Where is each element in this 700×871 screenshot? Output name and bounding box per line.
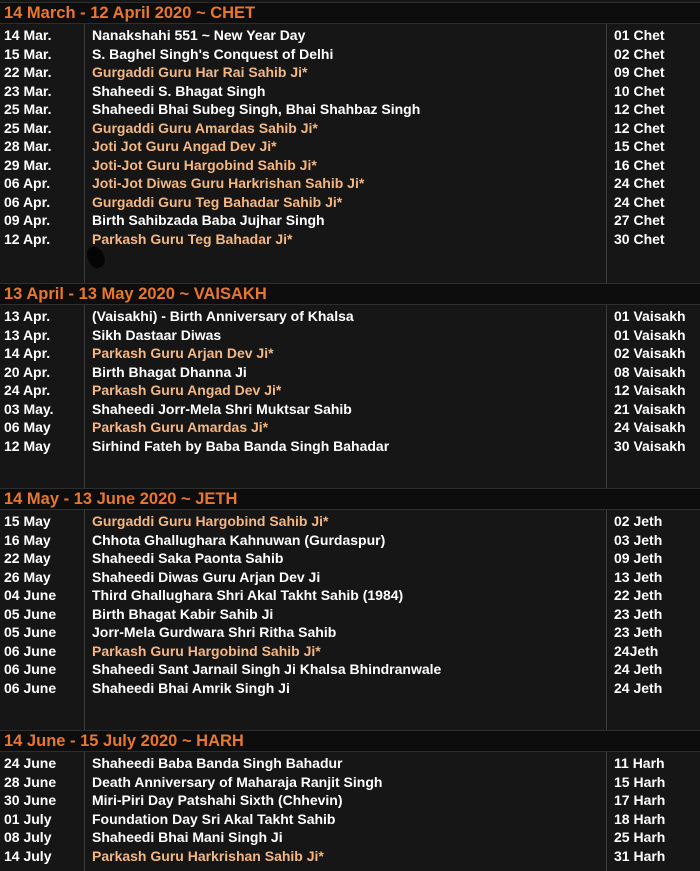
- nanakshahi-date: 27 Chet: [614, 212, 665, 228]
- event-name: Shaheedi Diwas Guru Arjan Dev Ji: [92, 568, 321, 585]
- month-title: 14 June - 15 July 2020 ~ HARH: [4, 732, 244, 750]
- table-row: [0, 193, 700, 212]
- gregorian-date: 08 July: [4, 829, 52, 845]
- event-name: Shaheedi Bhai Amrik Singh Ji: [92, 679, 290, 696]
- table-row: [0, 828, 700, 847]
- event-name: Miri-Piri Day Patshahi Sixth (Chhevin): [92, 792, 343, 808]
- gregorian-date: 12 May: [4, 437, 51, 454]
- table-row: [0, 810, 700, 829]
- event-name: Gurgaddi Guru Teg Bahadar Sahib Ji*: [92, 193, 343, 210]
- table-row: [0, 418, 700, 437]
- nanakshahi-date: 01 Vaisakh: [614, 308, 686, 324]
- gregorian-date: 06 Apr.: [4, 175, 51, 191]
- month-header: [0, 2, 700, 24]
- gregorian-date: 20 Apr.: [4, 363, 51, 380]
- gregorian-date: 12 Apr.: [4, 230, 51, 247]
- table-row: [0, 791, 700, 810]
- table-row: [0, 307, 700, 326]
- gregorian-date: 26 May: [4, 568, 51, 585]
- nanakshahi-date: 16 Chet: [614, 156, 665, 173]
- month-title: 14 May - 13 June 2020 ~ JETH: [4, 490, 238, 508]
- table-row: [0, 400, 700, 419]
- table-row: [0, 437, 700, 456]
- nanakshahi-date: 24 Chet: [614, 193, 665, 210]
- table-row: [0, 363, 700, 382]
- gregorian-date: 15 May: [4, 513, 51, 529]
- month-header: [0, 283, 700, 305]
- event-name: Chhota Ghallughara Kahnuwan (Gurdaspur): [92, 531, 386, 548]
- gregorian-date: 06 Apr.: [4, 193, 51, 210]
- nanakshahi-date: 01 Vaisakh: [614, 326, 686, 343]
- event-name: Shaheedi S. Bhagat Singh: [92, 82, 266, 99]
- month-section: [0, 283, 700, 488]
- nanakshahi-date: 12 Chet: [614, 119, 665, 136]
- gregorian-date: 05 June: [4, 624, 57, 640]
- gregorian-date: 06 May: [4, 419, 51, 435]
- gregorian-date: 09 Apr.: [4, 212, 51, 228]
- gregorian-date: 28 Mar.: [4, 138, 52, 154]
- gregorian-date: 22 Mar.: [4, 64, 52, 80]
- table-row: [0, 156, 700, 175]
- nanakshahi-date: 21 Vaisakh: [614, 400, 686, 417]
- gregorian-date: 25 Mar.: [4, 119, 52, 136]
- gregorian-date: 06 June: [4, 679, 57, 696]
- gregorian-date: 13 Apr.: [4, 308, 51, 324]
- gregorian-date: 22 May: [4, 550, 51, 566]
- gregorian-date: 15 Mar.: [4, 45, 52, 62]
- nanakshahi-date: 02 Chet: [614, 45, 665, 62]
- gregorian-date: 16 May: [4, 531, 51, 548]
- event-name: Shaheedi Bhai Subeg Singh, Bhai Shahbaz Singh: [92, 101, 421, 117]
- event-name: Birth Sahibzada Baba Jujhar Singh: [92, 212, 325, 228]
- table-row: [0, 381, 700, 400]
- event-name: Shaheedi Bhai Mani Singh Ji: [92, 829, 283, 845]
- month-section: [0, 2, 700, 283]
- nanakshahi-date: 23 Jeth: [614, 605, 663, 622]
- table-row: [0, 344, 700, 363]
- event-name: Joti Jot Guru Angad Dev Ji*: [92, 138, 277, 154]
- event-name: Gurgaddi Guru Hargobind Sahib Ji*: [92, 513, 329, 529]
- event-name: Gurgaddi Guru Amardas Sahib Ji*: [92, 119, 318, 136]
- nanakshahi-date: 08 Vaisakh: [614, 363, 686, 380]
- table-row: [0, 623, 700, 642]
- gregorian-date: 03 May.: [4, 400, 54, 417]
- event-name: (Vaisakhi) - Birth Anniversary of Khalsa: [92, 308, 354, 324]
- event-name: Parkash Guru Harkrishan Sahib Ji*: [92, 847, 324, 864]
- table-row: [0, 174, 700, 193]
- nanakshahi-date: 09 Jeth: [614, 550, 663, 566]
- nanakshahi-date: 12 Vaisakh: [614, 382, 686, 398]
- nanakshahi-date: 02 Jeth: [614, 513, 663, 529]
- month-section: [0, 488, 700, 730]
- gregorian-date: 06 June: [4, 661, 57, 677]
- table-row: [0, 586, 700, 605]
- event-name: Nanakshahi 551 ~ New Year Day: [92, 27, 306, 43]
- nanakshahi-date: 11 Harh: [614, 755, 665, 771]
- gregorian-date: 23 Mar.: [4, 82, 52, 99]
- event-name: Sirhind Fateh by Baba Banda Singh Bahadar: [92, 437, 390, 454]
- table-row: [0, 568, 700, 587]
- event-name: Foundation Day Sri Akal Takht Sahib: [92, 810, 336, 827]
- table-row: [0, 26, 700, 45]
- nanakshahi-date: 24 Jeth: [614, 661, 663, 677]
- event-name: Parkash Guru Arjan Dev Ji*: [92, 345, 274, 361]
- month-header: [0, 488, 700, 510]
- nanakshahi-date: 24 Vaisakh: [614, 419, 686, 435]
- nanakshahi-date: 10 Chet: [614, 82, 665, 99]
- event-name: Third Ghallughara Shri Akal Takht Sahib (1984): [92, 587, 404, 603]
- nanakshahi-date: 30 Chet: [614, 230, 665, 247]
- nanakshahi-date: 15 Harh: [614, 773, 666, 790]
- nanakshahi-date: 24 Jeth: [614, 679, 663, 696]
- nanakshahi-date: 23 Jeth: [614, 624, 663, 640]
- nanakshahi-date: 13 Jeth: [614, 568, 663, 585]
- nanakshahi-date: 17 Harh: [614, 792, 666, 808]
- event-name: Birth Bhagat Dhanna Ji: [92, 363, 247, 380]
- event-name: Sikh Dastaar Diwas: [92, 326, 222, 343]
- event-name: Parkash Guru Amardas Ji*: [92, 419, 269, 435]
- nanakshahi-date: 01 Chet: [614, 27, 665, 43]
- gregorian-date: 24 June: [4, 755, 57, 771]
- table-row: [0, 119, 700, 138]
- nanakshahi-date: 25 Harh: [614, 829, 666, 845]
- gregorian-date: 05 June: [4, 605, 57, 622]
- table-row: [0, 211, 700, 230]
- nanakshahi-date: 24 Chet: [614, 175, 665, 191]
- nanakshahi-date: 15 Chet: [614, 138, 665, 154]
- nanakshahi-date: 02 Vaisakh: [614, 345, 686, 361]
- table-row: [0, 100, 700, 119]
- table-row: [0, 642, 700, 661]
- nanakshahi-date: 12 Chet: [614, 101, 665, 117]
- gregorian-date: 14 Apr.: [4, 345, 51, 361]
- event-name: Death Anniversary of Maharaja Ranjit Singh: [92, 773, 383, 790]
- gregorian-date: 30 June: [4, 792, 57, 808]
- table-row: [0, 605, 700, 624]
- table-row: [0, 230, 700, 249]
- gregorian-date: 29 Mar.: [4, 156, 52, 173]
- gregorian-date: 14 July: [4, 847, 52, 864]
- table-row: [0, 773, 700, 792]
- nanakshahi-date: 22 Jeth: [614, 587, 663, 603]
- event-name: Joti-Jot Diwas Guru Harkrishan Sahib Ji*: [92, 175, 365, 191]
- nanakshahi-date: 24Jeth: [614, 642, 659, 659]
- nanakshahi-date: 18 Harh: [614, 810, 666, 827]
- table-row: [0, 660, 700, 679]
- gregorian-date: 28 June: [4, 773, 57, 790]
- nanakshahi-date: 03 Jeth: [614, 531, 663, 548]
- nanakshahi-date: 09 Chet: [614, 64, 665, 80]
- month-header: [0, 730, 700, 752]
- event-name: Shaheedi Saka Paonta Sahib: [92, 550, 284, 566]
- event-name: Gurgaddi Guru Har Rai Sahib Ji*: [92, 64, 308, 80]
- nanakshahi-date: 31 Harh: [614, 847, 666, 864]
- gregorian-date: 24 Apr.: [4, 382, 51, 398]
- table-row: [0, 531, 700, 550]
- gregorian-date: 04 June: [4, 587, 57, 603]
- table-row: [0, 137, 700, 156]
- event-name: Shaheedi Baba Banda Singh Bahadur: [92, 755, 343, 771]
- event-name: Parkash Guru Teg Bahadar Ji*: [92, 230, 293, 247]
- table-row: [0, 679, 700, 698]
- nanakshahi-date: 30 Vaisakh: [614, 437, 686, 454]
- gregorian-date: 06 June: [4, 642, 57, 659]
- event-name: Birth Bhagat Kabir Sahib Ji: [92, 605, 274, 622]
- month-title: 14 March - 12 April 2020 ~ CHET: [4, 4, 256, 22]
- event-name: Joti-Jot Guru Hargobind Sahib Ji*: [92, 156, 317, 173]
- month-section: [0, 730, 700, 871]
- gregorian-date: 14 Mar.: [4, 27, 52, 43]
- table-row: [0, 549, 700, 568]
- table-row: [0, 512, 700, 531]
- event-name: S. Baghel Singh's Conquest of Delhi: [92, 45, 334, 62]
- table-row: [0, 847, 700, 866]
- event-name: Parkash Guru Hargobind Sahib Ji*: [92, 642, 321, 659]
- event-name: Jorr-Mela Gurdwara Shri Ritha Sahib: [92, 624, 337, 640]
- gregorian-date: 01 July: [4, 810, 52, 827]
- month-title: 13 April - 13 May 2020 ~ VAISAKH: [4, 285, 267, 303]
- table-row: [0, 82, 700, 101]
- event-name: Shaheedi Sant Jarnail Singh Ji Khalsa Bhindranwale: [92, 661, 442, 677]
- event-name: Shaheedi Jorr-Mela Shri Muktsar Sahib: [92, 400, 352, 417]
- table-row: [0, 45, 700, 64]
- gregorian-date: 25 Mar.: [4, 101, 52, 117]
- table-row: [0, 63, 700, 82]
- table-row: [0, 754, 700, 773]
- table-row: [0, 326, 700, 345]
- event-name: Parkash Guru Angad Dev Ji*: [92, 382, 282, 398]
- gregorian-date: 13 Apr.: [4, 326, 51, 343]
